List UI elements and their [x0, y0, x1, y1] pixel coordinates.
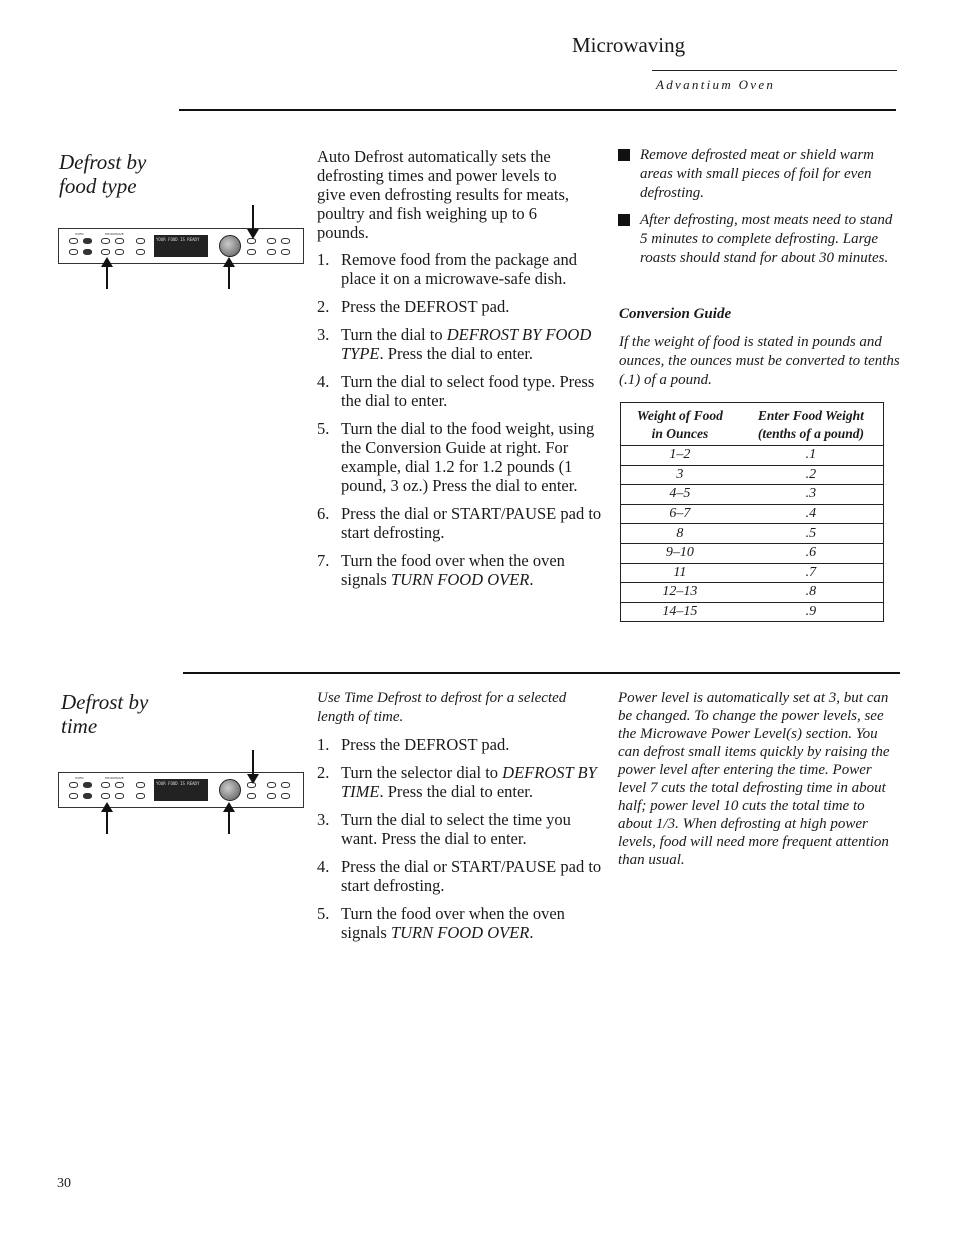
step-number: 1.: [317, 250, 330, 269]
ounces-cell: 12–13: [621, 583, 739, 603]
table-row: [621, 524, 884, 544]
step-number: 3.: [317, 810, 330, 829]
section2-intro: Use Time Defrost to defrost for a selected length of time.: [317, 690, 567, 725]
section-divider-top: [179, 109, 896, 111]
arrow-down-icon: [243, 750, 263, 790]
step-text: Press the DEFROST pad.: [341, 735, 510, 754]
table-row: [621, 563, 884, 583]
panel-display: YOUR FOOD IS READY: [154, 235, 208, 257]
arrow-down-icon: [243, 205, 263, 245]
ounces-cell: 9–10: [621, 543, 739, 563]
step-text: Turn the dial to the food weight, using the Conversion Guide at right. For example, dial 1.2 for 1.2 pounds (1 pound, 3 oz.) Press the dial to enter.: [341, 419, 595, 495]
step-item: [317, 904, 602, 942]
arrow-up-icon: [97, 796, 117, 836]
tenths-cell: .3: [739, 485, 884, 505]
tenths-cell: .1: [739, 446, 884, 466]
section1-steps: [317, 250, 602, 598]
ounces-cell: 1–2: [621, 446, 739, 466]
arrow-up-icon: [219, 251, 239, 291]
tenths-cell: .9: [739, 602, 884, 622]
step-item: [317, 419, 602, 495]
note-item: Remove defrosted meat or shield warm areas with small pieces of foil for even defrosting.: [618, 146, 903, 203]
section2-power-note: Power level is automatically set at 3, but can be changed. To change the power levels, see the Microwave Power Level(s) section. You can defrost small items quickly by raising the power level after entering the time. Power level 7 cuts the total defrosting time in about half; power level 10 cuts the total time to about 1/3. When defrosting at high power levels, food will need more frequent attention than usual.: [618, 690, 890, 868]
step-text: . Press the dial to enter.: [379, 782, 534, 801]
section-divider-middle: [183, 672, 900, 674]
step-item: [317, 810, 602, 848]
step-item: [317, 297, 602, 316]
step-text: Turn the dial to: [341, 325, 447, 344]
table-row: [621, 602, 884, 622]
tenths-cell: .2: [739, 465, 884, 485]
table-row: [621, 583, 884, 603]
step-text: Press the dial or START/PAUSE pad to start defrosting.: [341, 504, 602, 542]
panel-display: YOUR FOOD IS READY: [154, 779, 208, 801]
header-title: Microwaving: [572, 33, 686, 57]
table-row: [621, 504, 884, 524]
table-row: [621, 485, 884, 505]
square-bullet-icon: [618, 214, 630, 226]
conversion-guide-title: Conversion Guide: [619, 306, 732, 322]
step-number: 5.: [317, 904, 330, 923]
table-row: [621, 446, 884, 466]
table-row: [621, 543, 884, 563]
step-number: 3.: [317, 325, 330, 344]
step-text: Turn the dial to select the time you want. Press the dial to enter.: [341, 810, 571, 848]
ounces-cell: 6–7: [621, 504, 739, 524]
section-title-time: Defrost by time: [61, 690, 149, 738]
step-number: 2.: [317, 297, 330, 316]
section2-steps: [317, 735, 602, 951]
step-item: [317, 735, 602, 754]
step-text: Turn the food over when the oven signals: [341, 904, 565, 942]
ounces-cell: 8: [621, 524, 739, 544]
step-text: Press the dial or START/PAUSE pad to start defrosting.: [341, 857, 602, 895]
step-text: Turn the food over when the oven signals: [341, 551, 565, 589]
control-panel-illustration-1: OVEN MICROWAVE YOUR FOOD IS READY: [58, 228, 304, 264]
tenths-cell: .7: [739, 563, 884, 583]
step-item: [317, 250, 602, 288]
conversion-guide-description: If the weight of food is stated in pounds and ounces, the ounces must be converted to tenths (.1) of a pound.: [619, 334, 900, 388]
header-divider: [652, 70, 897, 71]
note-item: After defrosting, most meats need to stand 5 minutes to complete defrosting. Large roasts should stand for about 30 minutes.: [618, 211, 903, 268]
step-emphasis: DEFROST BY FOOD TYPE: [341, 325, 592, 363]
table-row: [621, 465, 884, 485]
step-item: [317, 504, 602, 542]
step-text: .: [529, 570, 534, 589]
step-item: [317, 857, 602, 895]
step-item: [317, 551, 602, 589]
step-item: [317, 763, 602, 801]
arrow-up-icon: [97, 251, 117, 291]
step-number: 2.: [317, 763, 330, 782]
step-text: Remove food from the package and place it on a microwave-safe dish.: [341, 250, 577, 288]
tenths-cell: .8: [739, 583, 884, 603]
step-emphasis: TURN FOOD OVER: [390, 570, 530, 589]
step-number: 4.: [317, 857, 330, 876]
step-number: 5.: [317, 419, 330, 438]
step-item: [317, 372, 602, 410]
ounces-cell: 3: [621, 465, 739, 485]
step-text: .: [529, 923, 534, 942]
step-text: Turn the dial to select food type. Press the dial to enter.: [341, 372, 595, 410]
ounces-cell: 11: [621, 563, 739, 583]
tenths-cell: .5: [739, 524, 884, 544]
conversion-table: [620, 402, 884, 622]
step-number: 7.: [317, 551, 330, 570]
table-header-ounces: Weight of Food in Ounces: [621, 403, 739, 446]
step-text: Press the DEFROST pad.: [341, 297, 510, 316]
tenths-cell: .4: [739, 504, 884, 524]
step-emphasis: TURN FOOD OVER: [390, 923, 530, 942]
step-number: 4.: [317, 372, 330, 391]
step-number: 6.: [317, 504, 330, 523]
control-panel-illustration-2: OVEN MICROWAVE YOUR FOOD IS READY: [58, 772, 304, 808]
section-title-food-type: Defrost by food type: [59, 150, 147, 198]
table-header-tenths: Enter Food Weight (tenths of a pound): [739, 403, 884, 446]
step-text: Turn the selector dial to: [341, 763, 503, 782]
page-number: 30: [57, 1176, 71, 1191]
step-text: . Press the dial to enter.: [379, 344, 534, 363]
step-number: 1.: [317, 735, 330, 754]
square-bullet-icon: [618, 149, 630, 161]
step-emphasis: DEFROST BY TIME: [341, 763, 597, 801]
ounces-cell: 14–15: [621, 602, 739, 622]
header-subtitle: Advantium Oven: [656, 77, 776, 92]
ounces-cell: 4–5: [621, 485, 739, 505]
arrow-up-icon: [219, 796, 239, 836]
section1-notes: [618, 146, 903, 276]
step-item: [317, 325, 602, 363]
tenths-cell: .6: [739, 543, 884, 563]
section1-intro: Auto Defrost automatically sets the defrosting times and power levels to give even defrosting results for meats, poultry and fish weighing up to 6 pounds.: [317, 147, 570, 242]
